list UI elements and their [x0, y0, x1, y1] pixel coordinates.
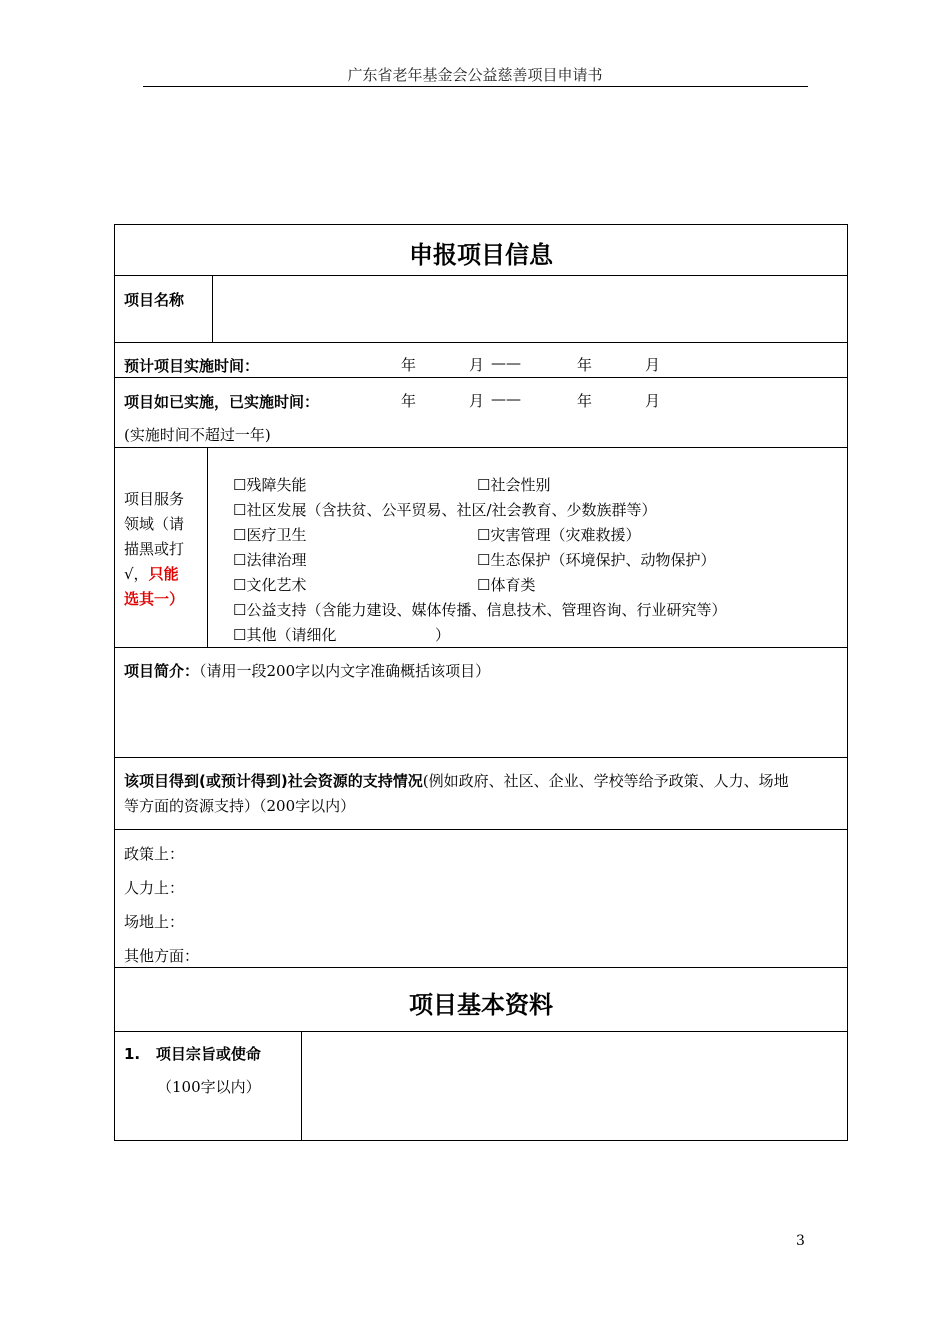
project-summary-field[interactable] [115, 684, 847, 756]
option-medical[interactable]: ☐医疗卫生 [233, 526, 307, 544]
mission-number: 1. [124, 1045, 141, 1063]
planned-date-dash: —— [491, 354, 521, 372]
document-header-title: 广东省老年基金会公益慈善项目申请书 [347, 66, 603, 84]
option-disaster[interactable]: ☐灾害管理（灾难救援） [477, 526, 641, 544]
service-area-label [124, 487, 184, 612]
implemented-time-row [115, 378, 847, 448]
support-manpower-label: 人力上： [124, 879, 185, 897]
mission-label: 项目宗旨或使命 [155, 1045, 261, 1063]
implemented-start-month: 月 [469, 392, 485, 410]
option-public-support[interactable]: ☐公益支持（含能力建设、媒体传播、信息技术、管理咨询、行业研究等） [233, 601, 727, 619]
support-other-label: 其他方面： [124, 947, 200, 965]
service-area-row [115, 448, 847, 648]
planned-end-year: 年 [577, 356, 593, 374]
option-sports[interactable]: ☐体育类 [477, 576, 536, 594]
project-name-field[interactable] [213, 276, 847, 342]
project-summary-hint: （请用一段200字以内文字准确概括该项目） [199, 662, 491, 680]
option-gender[interactable]: ☐社会性别 [477, 476, 551, 494]
support-policy-label: 政策上： [124, 845, 185, 863]
option-culture[interactable]: ☐文化艺术 [233, 576, 307, 594]
project-summary-row [115, 648, 847, 758]
service-area-label-line: 项目服务 [124, 490, 185, 508]
implemented-start-year: 年 [401, 392, 417, 410]
support-details-row [115, 830, 847, 968]
option-disability[interactable]: ☐残障失能 [233, 476, 307, 494]
project-name-label: 项目名称 [124, 291, 185, 309]
resource-support-label: 该项目得到(或预计得到)社会资源的支持情况 [124, 772, 423, 790]
service-area-label-line: √， [124, 565, 149, 583]
cell-divider [207, 448, 208, 647]
implemented-end-month: 月 [645, 392, 661, 410]
option-community[interactable]: ☐社区发展（含扶贫、公平贸易、社区/社会教育、少数族群等） [233, 501, 657, 519]
mission-field[interactable] [302, 1032, 847, 1140]
service-area-label-line: 领域（请 [124, 515, 185, 533]
single-choice-warning-cont: 选其一） [124, 590, 185, 608]
page-number: 3 [796, 1233, 805, 1249]
implemented-end-year: 年 [577, 392, 593, 410]
resource-support-row [115, 758, 847, 830]
planned-time-label: 预计项目实施时间： [124, 357, 260, 375]
project-summary-label: 项目简介： [124, 662, 200, 680]
mission-row [115, 1032, 847, 1140]
project-name-row [115, 276, 847, 343]
section-title-apply-info: 申报项目信息 [409, 241, 553, 269]
implemented-time-label: 项目如已实施，已实施时间： [124, 393, 320, 411]
section-title-basic-info: 项目基本资料 [409, 991, 553, 1019]
option-other[interactable]: ☐其他（请细化 [233, 626, 337, 644]
option-law[interactable]: ☐法律治理 [233, 551, 307, 569]
mission-hint: （100字以内） [157, 1078, 261, 1096]
planned-time-row [115, 343, 847, 378]
support-venue-label: 场地上： [124, 913, 185, 931]
option-ecology[interactable]: ☐生态保护（环境保护、动物保护） [477, 551, 716, 569]
single-choice-warning: 只能 [148, 565, 179, 583]
service-area-label-line: 描黑或打 [124, 540, 185, 558]
header-divider [143, 86, 808, 87]
section-title-row [115, 968, 847, 1032]
resource-support-hint: (例如政府、社区、企业、学校等给予政策、人力、场地 [422, 772, 789, 790]
planned-start-month: 月 [469, 356, 485, 374]
section-title-row [115, 225, 847, 276]
planned-end-month: 月 [645, 356, 661, 374]
application-form-table [114, 224, 848, 1141]
resource-support-hint-cont: 等方面的资源支持）（200字以内） [124, 797, 356, 815]
planned-start-year: 年 [401, 356, 417, 374]
option-other-close: ） [435, 626, 451, 644]
implemented-date-dash: —— [491, 390, 521, 408]
implemented-time-note: (实施时间不超过一年) [124, 426, 271, 444]
